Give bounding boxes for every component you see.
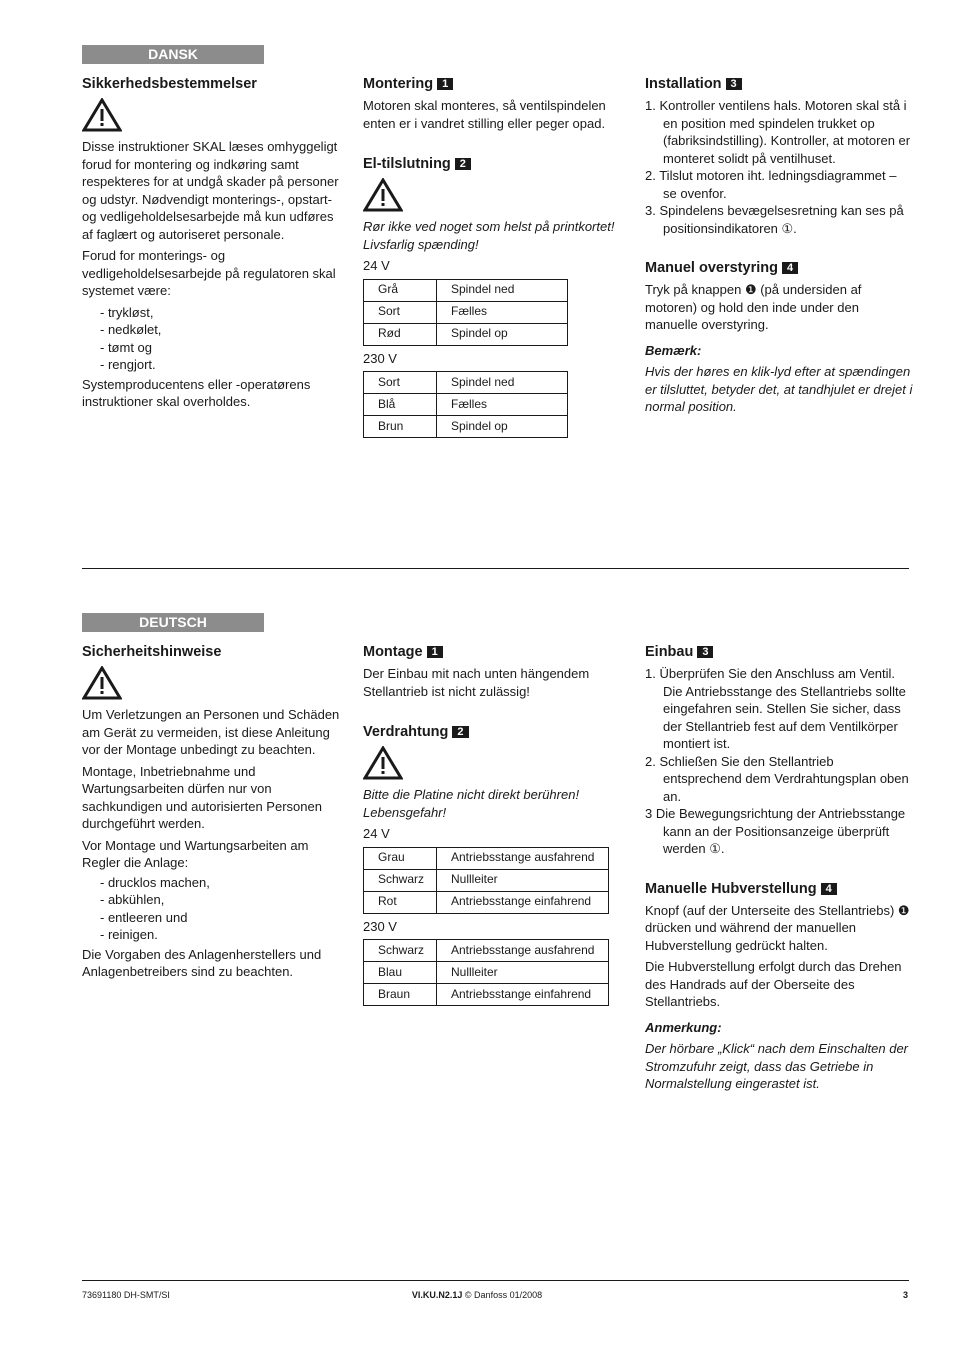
table-row: Rot Antriebsstange einfahrend: [364, 891, 609, 913]
list-item: - rengjort.: [100, 357, 156, 372]
mounting-text: Motoren skal monteres, så ventilspindelen enten er i vandret stilling eller peger opad.: [363, 98, 606, 131]
footer-doc-number: 73691180 DH-SMT/SI: [82, 1290, 170, 1300]
condition-list: [82, 874, 347, 944]
mounting-wiring-section-deutsch: [363, 643, 628, 1010]
installation-steps: [645, 97, 913, 237]
language-label-deutsch: DEUTSCH: [82, 613, 264, 632]
safety-section-deutsch: [82, 643, 347, 985]
manual-override-heading: Manuel overstyring 4: [645, 259, 913, 278]
warning-triangle-icon: [82, 98, 122, 132]
warning-triangle-icon: [82, 666, 122, 700]
wiring-table-230v: [363, 939, 609, 1006]
footer-code: VI.KU.N2.1J: [411, 1290, 463, 1300]
section-divider: [82, 568, 909, 569]
safety-section-dansk: [82, 75, 347, 415]
table-row: Braun Antriebsstange einfahrend: [364, 984, 609, 1006]
wiring-table-230v: [363, 371, 568, 438]
safety-paragraph: Vor Montage und Wartungsarbeiten am Regler die Anlage:: [82, 837, 309, 870]
list-item: 2. Tilslut motoren iht. ledningsdiagrammet – se ovenfor.: [645, 168, 897, 201]
voltage-label: 230 V: [363, 918, 397, 934]
list-item: - trykløst,: [100, 304, 154, 320]
table-row: Rød Spindel op: [364, 323, 568, 345]
list-item: - drucklos machen,: [100, 874, 210, 890]
condition-list: [82, 304, 347, 374]
voltage-label: 24 V: [363, 258, 390, 273]
wiring-warning: Bitte die Platine nicht direkt berühren! Lebensgefahr!: [363, 787, 580, 820]
safety-paragraph: Montage, Inbetriebnahme und Wartungsarbeiten dürfen nur von sachkundigen und autorisierten Personen durchgeführt werden.: [82, 763, 322, 831]
safety-paragraph: Systemproducentens eller -operatørens instruktioner skal overholdes.: [82, 376, 311, 409]
warning-triangle-icon: [363, 746, 403, 780]
installation-section-dansk: [645, 75, 913, 420]
manual-override-text: Die Hubverstellung erfolgt durch das Drehen des Handrads auf der Oberseite des Stellantriebs.: [645, 959, 902, 1009]
mounting-text: Der Einbau mit nach unten hängendem Stellantrieb ist nicht zulässig!: [363, 666, 590, 699]
list-item: - reinigen.: [100, 927, 158, 942]
safety-heading: Sicherheitshinweise: [82, 644, 222, 660]
list-item: 1. Überprüfen Sie den Anschluss am Ventil. Die Antriebsstange des Stellantriebs sollte eingefahren sein. Stellen Sie sicher, dass der Stellantrieb fest auf dem Ventilkörper montiert ist.: [645, 666, 906, 751]
safety-paragraph: Die Vorgaben des Anlagenherstellers und Anlagenbetreibers sind zu beachten.: [82, 946, 322, 979]
note-title: Bemærk:: [645, 342, 702, 358]
list-item: 2. Schließen Sie den Stellantrieb entsprechend dem Verdrahtungsplan oben an.: [645, 753, 909, 804]
installation-steps: [645, 665, 913, 858]
safety-paragraph: Forud for monterings- og vedligeholdelsesarbejde på regulatoren skal systemet være:: [82, 248, 336, 298]
list-item: - tømt og: [100, 339, 153, 355]
wiring-heading: El-tilslutning 2: [363, 155, 628, 174]
mounting-wiring-section-dansk: [363, 75, 628, 442]
table-row: Grå Spindel ned: [364, 279, 568, 301]
wiring-table-24v: [363, 847, 609, 914]
note-text: Hvis der høres en klik-lyd efter at spændingen er tilsluttet, betyder det, at tandhjulet er drejet i normal position.: [645, 364, 913, 414]
installation-heading: Installation 3: [645, 75, 913, 94]
step-number-badge: 1: [437, 78, 453, 90]
voltage-label: 230 V: [363, 350, 397, 366]
page-number: 3: [902, 1290, 908, 1300]
safety-heading: Sikkerhedsbestemmelser: [82, 76, 257, 92]
installation-section-deutsch: [645, 643, 913, 1097]
wiring-warning: Rør ikke ved noget som helst på printkortet! Livsfarlig spænding!: [363, 219, 615, 252]
table-row: Schwarz Antriebsstange ausfahrend: [364, 940, 609, 962]
list-item: 3. Spindelens bevægelsesretning kan ses på positionsindikatoren ①.: [645, 203, 904, 236]
list-item: 3 Die Bewegungsrichtung der Antriebsstange kann an der Positionsanzeige überprüft werden ①.: [645, 806, 906, 856]
manual-override-text: Knopf (auf der Unterseite des Stellantriebs) ❶ drücken und während der manuellen Hubverstellung gedrückt halten.: [645, 902, 910, 953]
footer-divider: [82, 1280, 909, 1281]
step-number-badge: 4: [782, 262, 798, 274]
list-item: 1. Kontroller ventilens hals. Motoren skal stå i en position med spindelen trukket op (fabriksindstilling). Kontroller, at motoren er monteret solidt på ventilhuset.: [645, 98, 911, 166]
list-item: - entleeren und: [100, 909, 188, 925]
table-row: Blå Fælles: [364, 394, 568, 416]
step-number-badge: 3: [697, 646, 713, 658]
step-number-badge: 4: [821, 883, 837, 895]
voltage-label: 24 V: [363, 826, 390, 841]
safety-paragraph: Um Verletzungen an Personen und Schäden am Gerät zu vermeiden, ist diese Anleitung vor der Montage unbedingt zu beachten.: [82, 707, 340, 757]
table-row: Blau Nullleiter: [364, 962, 609, 984]
table-row: Brun Spindel op: [364, 416, 568, 438]
manual-override-heading: Manuelle Hubverstellung 4: [645, 880, 913, 899]
table-row: Sort Fælles: [364, 301, 568, 323]
safety-paragraph: Disse instruktioner SKAL læses omhyggeligt forud for montering og indkøring samt respekteres for at undgå skader på personer og udstyr. Nødvendigt monterings-, opstart- og vedligeholdelsesarbejde må kun udføres af faglært og autoriseret personale.: [82, 139, 339, 242]
table-row: Grau Antriebsstange ausfahrend: [364, 847, 609, 869]
table-row: Sort Spindel ned: [364, 372, 568, 394]
step-number-badge: 2: [455, 158, 471, 170]
step-number-badge: 1: [427, 646, 443, 658]
warning-triangle-icon: [363, 178, 403, 212]
mounting-heading: Montering 1: [363, 75, 628, 94]
step-number-badge: 2: [452, 726, 468, 738]
manual-override-text: Tryk på knappen ❶ (på undersiden af motoren) og hold den inde under den manuelle overstyring.: [645, 282, 862, 332]
footer-copyright: © Danfoss 01/2008: [464, 1290, 543, 1300]
wiring-table-24v: [363, 279, 568, 346]
note-text: Der hörbare „Klick“ nach dem Einschalten der Stromzufuhr zeigt, dass das Getriebe in Normalstellung eingerastet ist.: [645, 1041, 909, 1091]
table-row: Schwarz Nullleiter: [364, 869, 609, 891]
list-item: - nedkølet,: [100, 322, 162, 337]
footer-center: [0, 1287, 954, 1305]
step-number-badge: 3: [726, 78, 742, 90]
note-title: Anmerkung:: [645, 1019, 722, 1035]
wiring-heading: Verdrahtung 2: [363, 723, 628, 742]
installation-heading: Einbau 3: [645, 643, 913, 662]
language-label-dansk: DANSK: [82, 45, 264, 64]
mounting-heading: Montage 1: [363, 643, 628, 662]
list-item: - abkühlen,: [100, 892, 165, 907]
